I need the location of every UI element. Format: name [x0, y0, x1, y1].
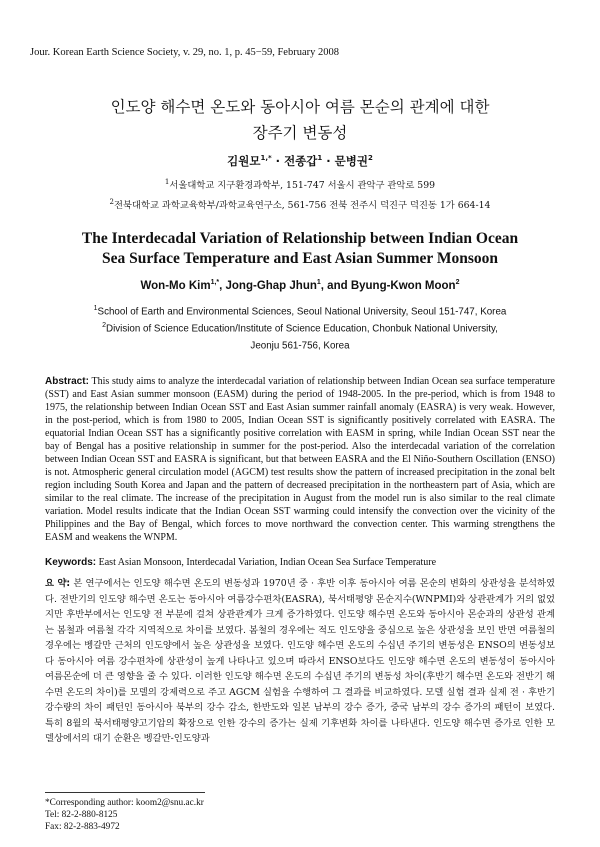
english-title-line-2: Sea Surface Temperature and East Asian Summer Monsoon: [102, 250, 498, 267]
korean-author-2: 전종갑: [284, 154, 318, 168]
english-author-3-sup: 2: [455, 279, 460, 286]
korean-summary: [45, 576, 555, 747]
author-separator: , and: [320, 279, 351, 292]
korean-author-3: 문병권: [334, 154, 368, 168]
affiliation-text: Division of Science Education/Institute of Science Education, Chonbuk National University,: [106, 323, 498, 335]
corresponding-author: *Corresponding author: koom2@snu.ac.kr: [45, 798, 204, 808]
affiliation-text: School of Earth and Environmental Sciences, Seoul National University, Seoul 151-747, Korea: [97, 306, 507, 318]
affiliation-sup: 1: [93, 305, 98, 312]
korean-affiliation-1: [0, 174, 600, 194]
english-title: [0, 229, 600, 269]
english-affiliations: [0, 302, 600, 352]
abstract-text: This study aims to analyze the interdecadal variation of relationship between Indian Ocean sea surface temperature (SST) and East Asian summer monsoon (EASM) during the period of 1948-2005. In the pre-period, which is from 1948 to 1975, the relationship between Indian Ocean SST and East Asian summer rainfall anomaly (EASRA) is very weak. However, in the post-period, which is from 1980 to 2005, Indian Ocean SST is significantly positively correlated with EASRA. The equatorial Indian Ocean SST has a significantly positive correlation with EASM in spring, while Indian Ocean SST near the bay of Bengal has a positive relationship in summer for the post-period. Also the interdecadal variation of the correlation between Indian Ocean SST and EASRA is significant, but that between EASRA and the El Niño-Southern Oscillation (ENSO) is not. Atmospheric general circulation model (AGCM) test results show the pattern of increased precipitation in the zonal belt region including South Korea and Japan and the pattern of decreased precipitation in the northeastern part of Asia, which are similar to the real climate. The increase of the precipitation in August from the model run is also similar to the real climate variation. Model results indicate that the Indian Ocean SST warming could intensify the convection over the vicinity of the Philippines and the Bay of Bengal, which forces to move northward the convection center. This warming strengthens the EASM and weakens the WNPM.: [45, 376, 555, 543]
english-authors: [0, 279, 600, 292]
korean-affiliations: [0, 174, 600, 214]
korean-author-2-sup: 1: [317, 154, 323, 163]
korean-affiliation-2: [0, 194, 600, 214]
fax: Fax: 82-2-883-4972: [45, 822, 120, 832]
korean-author-1-sup: 1,*: [260, 154, 272, 163]
affiliation-text: 전북대학교 과학교육학부/과학교육연구소, 561-756 전북 전주시 덕진구 덕진동 1가 664-14: [114, 200, 491, 212]
english-affiliation-2-cont: [0, 336, 600, 353]
english-affiliation-1: [0, 302, 600, 319]
korean-title: [0, 94, 600, 146]
korean-author-3-sup: 2: [367, 154, 373, 163]
korean-author-1: 김원모: [227, 154, 261, 168]
author-separator: ·: [322, 154, 335, 168]
affiliation-sup: 2: [102, 321, 106, 329]
keywords-label: Keywords:: [45, 557, 97, 568]
correspondence-footnote: [45, 797, 204, 833]
korean-title-line-1: 인도양 해수면 온도와 동아시아 여름 몬순의 관계에 대한: [110, 98, 490, 116]
affiliation-sup: 1: [164, 178, 170, 186]
author-separator: ·: [271, 154, 285, 168]
author-separator: ,: [219, 279, 226, 292]
english-author-2: Jong-Ghap Jhun: [225, 279, 317, 292]
english-author-1: Won-Mo Kim: [140, 279, 211, 292]
keywords: [45, 557, 555, 568]
summary-text: 본 연구에서는 인도양 해수면 온도의 변동성과 1970년 중 · 후반 이후 동아시아 여름 몬순의 변화의 상관성을 분석하였다. 전반기의 인도양 해수면 온도는 동아시아 여름강수편차(EASRA), 북서태평양 몬순지수(WNPMI)와 상관관계가 거의 없었지만 후반부에서는 인도양 전 부분에 걸쳐 상관관계가 크게 증가하였다. 인도양 해수면 온도와 동아시아 몬순과의 상관성 관계는 봄철과 여름철 각각 지역적으로 차이를 보였다. 봄철의 경우에는 적도 인도양을 중심으로 높은 상관성을 보인 반면 여름철의 경우에는 벵갈만 근처의 인도양에서 높은 상관성을 보였다. 인도양 해수면 온도의 수십년 주기의 변동성은 ENSO의 변동성보다 동아시아 여름 강수편차에 상관성이 높게 나타나고 있으며 따라서 ENSO보다도 인도양 해수면 온도의 변동성이 동아시아 여름몬순에 더 큰 영향을 줄 수 있다. 이러한 인도양 해수면 온도의 수십년 주기의 변동성 차이(후반기 해수면 온도와 전반기 해수면 온도의 차이)를 모델의 강제력으로 주고 AGCM 실험을 수행하여 그 결과를 비교하였다. 모델 실험 결과 실제 전 · 후반기 강수량의 차이 패턴인 동아시아 북부의 강수 감소, 한반도와 일본 남부의 강수 증가, 중국 남부의 강수 증가의 패턴이 보였다. 특히 8월의 북서태평양고기압의 확장으로 인한 강수의 증가는 실제 기후변화 차이를 나타낸다. 인도양 해수면 증가로 인한 모델상에서의 대기 순환은 벵갈만-인도양과: [45, 578, 555, 744]
english-author-3: Byung-Kwon Moon: [350, 279, 456, 292]
keywords-text: East Asian Monsoon, Interdecadal Variation, Indian Ocean Sea Surface Temperature: [96, 557, 437, 568]
footnote-divider: [45, 792, 205, 793]
telephone: Tel: 82-2-880-8125: [45, 810, 118, 820]
korean-authors: [0, 153, 600, 169]
english-affiliation-2: [0, 319, 600, 336]
summary-label: 요 약:: [45, 578, 71, 589]
english-title-line-1: The Interdecadal Variation of Relationship between Indian Ocean: [81, 230, 519, 247]
abstract: [45, 375, 555, 544]
affiliation-sup: 2: [109, 198, 115, 207]
affiliation-text: Jeonju 561-756, Korea: [250, 339, 350, 351]
abstract-label: Abstract:: [45, 376, 89, 387]
affiliation-text: 서울대학교 지구환경과학부, 151-747 서울시 관악구 관악로 599: [169, 180, 436, 192]
journal-citation: Jour. Korean Earth Science Society, v. 29, no. 1, p. 45−59, February 2008: [30, 47, 339, 58]
korean-title-line-2: 장주기 변동성: [252, 124, 348, 142]
english-author-2-sup: 1: [316, 279, 321, 286]
english-author-1-sup: 1,*: [210, 279, 220, 286]
